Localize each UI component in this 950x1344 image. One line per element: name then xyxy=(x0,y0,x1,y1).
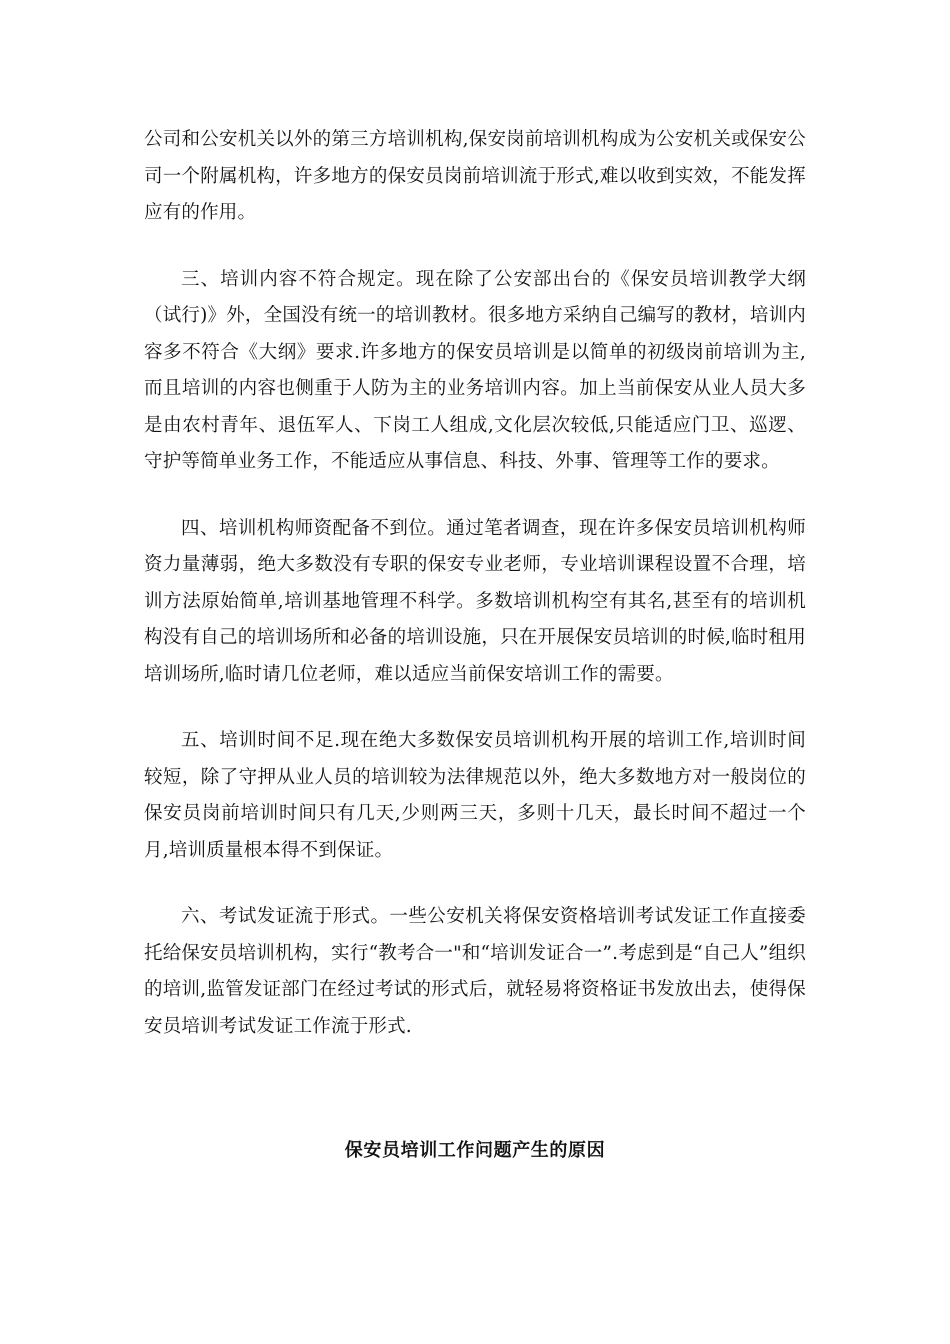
section-heading: 保安员培训工作问题产生的原因 xyxy=(344,1140,606,1161)
paragraph-section-6: 六、考试发证流于形式。一些公安机关将保安资格培训考试发证工作直接委托给保安员培训机构，实行“教考合一"和“培训发证合一”.考虑到是“自己人”组织的培训,监管发证部门在经过考试的形式后，就轻易将资格证书发放出去，使得保安员培训考试发证工作流于形式. xyxy=(144,906,806,1037)
paragraph-continued: 公司和公安机关以外的第三方培训机构,保安岗前培训机构成为公安机关或保安公司一个附属机构，许多地方的保安员岗前培训流于形式,难以收到实效，不能发挥应有的作用。 xyxy=(144,129,806,223)
paragraph-section-3: 三、培训内容不符合规定。现在除了公安部出台的《保安员培训教学大纲（试行)》外，全国没有统一的培训教材。很多地方采纳自己编写的教材，培训内容多不符合《大纲》要求.许多地方的保安员培训是以简单的初级岗前培训为主,而且培训的内容也侧重于人防为主的业务培训内容。加上当前保安从业人员大多是由农村青年、退伍军人、下岗工人组成,文化层次较低,只能适应门卫、巡逻、守护等简单业务工作，不能适应从事信息、科技、外事、管理等工作的要求。 xyxy=(144,268,806,472)
document-body xyxy=(144,122,806,1045)
paragraph-section-4: 四、培训机构师资配备不到位。通过笔者调查，现在许多保安员培训机构师资力量薄弱，绝大多数没有专职的保安专业老师，专业培训课程设置不合理，培训方法原始简单,培训基地管理不科学。多数培训机构空有其名,甚至有的培训机构没有自己的培训场所和必备的培训设施，只在开展保安员培训的时候,临时租用培训场所,临时请几位老师，难以适应当前保安培训工作的需要。 xyxy=(144,517,806,685)
paragraph-section-5: 五、培训时间不足.现在绝大多数保安员培训机构开展的培训工作,培训时间较短，除了守押从业人员的培训较为法律规范以外，绝大多数地方对一般岗位的保安员岗前培训时间只有几天,少则两三天，多则十几天，最长时间不超过一个月,培训质量根本得不到保证。 xyxy=(144,730,806,861)
